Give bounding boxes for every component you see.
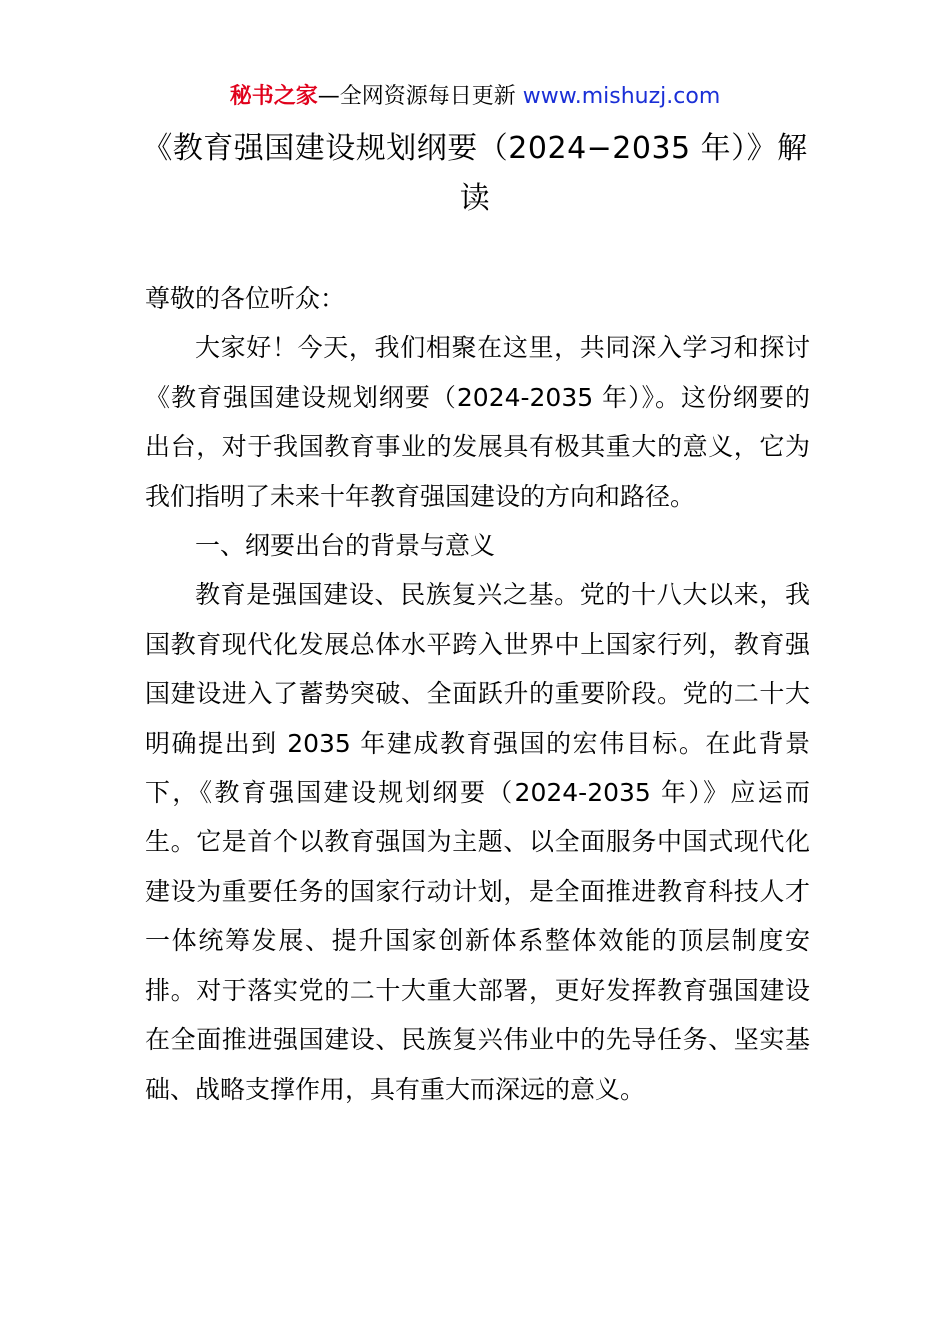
document-body [145,274,810,1114]
site-tagline: —全网资源每日更新 [317,84,523,109]
section-heading: 一、纲要出台的背景与意义 [195,531,496,561]
site-brand: 秘书之家 [229,84,318,109]
site-header [0,80,950,114]
paragraph-background: 教育是强国建设、民族复兴之基。党的十八大以来，我国教育现代化发展总体水平跨入世界中上国家行列，教育强国建设进入了蓄势突破、全面跃升的重要阶段。党的二十大明确提出到 2035 年建成教育强国的宏伟目标。在此背景下，《教育强国建设规划纲要（2024-2035 年）》应运而生。它是首个以教育强国为主题、以全面服务中国式现代化建设为重要任务的国家行动计划，是全面推进教育科技人才一体统筹发展、提升国家创新体系整体效能的顶层制度安排。对于落实党的二十大重大部署，更好发挥教育强国建设在全面推进强国建设、民族复兴伟业中的先导任务、坚实基础、战略支撑作用，具有重大而深远的意义。 [145,580,810,1104]
paragraph-intro: 大家好！今天，我们相聚在这里，共同深入学习和探讨《教育强国建设规划纲要（2024-2035 年）》。这份纲要的出台，对于我国教育事业的发展具有极其重大的意义，它为我们指明了未来十年教育强国建设的方向和路径。 [145,333,810,511]
site-url-link[interactable]: www.mishuzj.com [522,84,721,109]
document-title: 《教育强国建设规划纲要（2024−2035 年）》解读 [142,131,808,216]
salutation: 尊敬的各位听众： [145,284,346,313]
